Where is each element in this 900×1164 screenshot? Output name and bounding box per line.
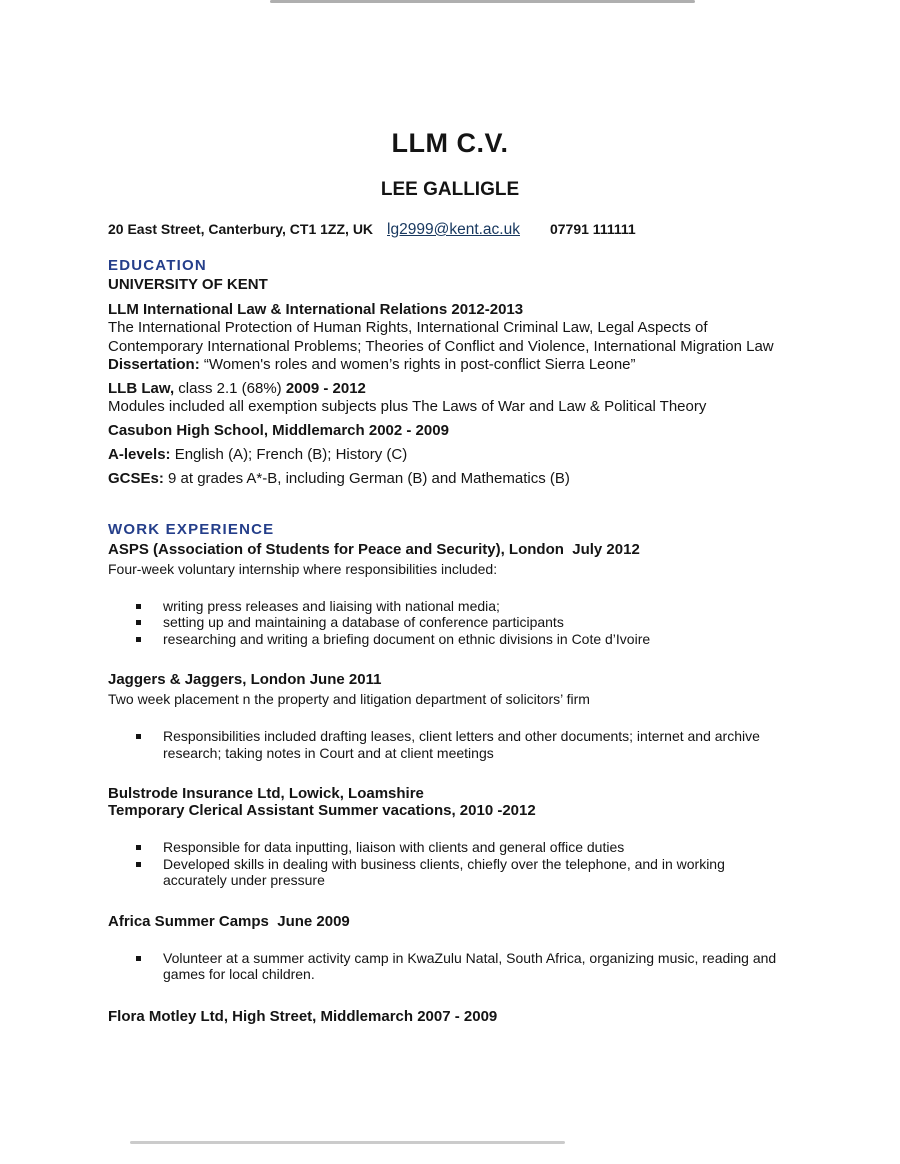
bullet-item bbox=[136, 856, 792, 889]
job-entry-jaggers bbox=[108, 671, 792, 761]
person-name: LEE GALLIGLE bbox=[380, 179, 520, 200]
education-section-heading: EDUCATION bbox=[108, 257, 207, 274]
job-title-line2: Temporary Clerical Assistant Summer vacations, 2010 -2012 bbox=[108, 802, 536, 819]
contact-address: 20 East Street, Canterbury, CT1 1ZZ, UK bbox=[108, 221, 374, 237]
gcses-label: GCSEs: bbox=[108, 470, 164, 487]
bullet-icon bbox=[136, 620, 141, 625]
llb-dates: 2009 - 2012 bbox=[285, 379, 366, 397]
scan-artifact-top bbox=[270, 0, 695, 3]
bullet-item bbox=[136, 728, 792, 761]
bullet-text: researching and writing a briefing document on ethnic divisions in Cote d’Ivoire bbox=[163, 630, 651, 647]
bullet-text: Responsible for data inputting, liaison with clients and general office duties bbox=[163, 839, 625, 855]
dissertation-label: Dissertation: bbox=[108, 356, 200, 373]
contact-phone: 07791 111111 bbox=[549, 221, 636, 237]
job-title: Flora Motley Ltd, High Street, Middlemarch 2007 - 2009 bbox=[108, 1007, 498, 1025]
job-bullet-list bbox=[108, 728, 792, 761]
gcses-line bbox=[108, 470, 792, 489]
bullet-text: Developed skills in dealing with business clients, chiefly over the telephone, and in working accurately under pressure bbox=[163, 855, 725, 888]
llb-modules: Modules included all exemption subjects plus The Laws of War and Law & Political Theory bbox=[108, 398, 707, 415]
job-bullet-list bbox=[108, 839, 792, 889]
job-title: Jaggers & Jaggers, London June 2011 bbox=[108, 671, 382, 688]
job-title: ASPS (Association of Students for Peace and Security), London July 2012 bbox=[108, 540, 640, 558]
job-title: Bulstrode Insurance Ltd, Lowick, Loamshire bbox=[108, 785, 424, 802]
bullet-icon bbox=[136, 637, 141, 642]
job-title: Africa Summer Camps June 2009 bbox=[108, 912, 350, 930]
bullet-text: setting up and maintaining a database of conference participants bbox=[163, 614, 564, 630]
dissertation-text: “Women's roles and women’s rights in post-conflict Sierra Leone” bbox=[199, 356, 636, 373]
bullet-icon bbox=[136, 862, 141, 867]
bullet-icon bbox=[136, 956, 141, 961]
job-entry-africa-camps bbox=[108, 913, 792, 983]
bullet-icon bbox=[136, 845, 141, 850]
document-title: LLM C.V. bbox=[391, 128, 509, 158]
bullet-item bbox=[136, 631, 792, 648]
job-subtitle: Two week placement n the property and litigation department of solicitors’ firm bbox=[108, 691, 590, 707]
university-name: UNIVERSITY OF KENT bbox=[108, 276, 268, 293]
alevels-text: English (A); French (B); History (C) bbox=[170, 445, 408, 463]
bullet-item bbox=[136, 614, 792, 631]
llm-degree-body: The International Protection of Human Rights, International Criminal Law, Legal Aspects of Contemporary International Problems; Theories of Conflict and Violence, International Migration Law bbox=[108, 319, 774, 355]
job-entry-bulstrode bbox=[108, 785, 792, 889]
school-line: Casubon High School, Middlemarch 2002 - 2009 bbox=[108, 421, 449, 439]
job-bullet-list bbox=[108, 598, 792, 648]
job-entry-asps bbox=[108, 541, 792, 648]
gcses-text: 9 at grades A*-B, including German (B) and Mathematics (B) bbox=[163, 470, 570, 487]
bullet-text: Responsibilities included drafting leases, client letters and other documents; internet and archive research; taking notes in Court and at client meetings bbox=[163, 728, 760, 761]
bullet-icon bbox=[136, 734, 141, 739]
alevels-label: A-levels: bbox=[108, 445, 171, 463]
bullet-icon bbox=[136, 604, 141, 609]
email-link[interactable]: lg2999@kent.ac.uk bbox=[387, 221, 520, 238]
work-section-heading: WORK EXPERIENCE bbox=[108, 520, 275, 538]
job-bullet-list bbox=[108, 950, 792, 983]
scan-artifact-bottom bbox=[130, 1141, 565, 1144]
llb-class: class 2.1 (68%) bbox=[174, 379, 286, 397]
dissertation-line bbox=[108, 356, 792, 375]
bullet-text: Volunteer at a summer activity camp in KwaZulu Natal, South Africa, organizing music, reading and games for local children. bbox=[163, 949, 777, 982]
bullet-item bbox=[136, 839, 792, 856]
contact-line bbox=[108, 220, 792, 239]
bullet-item bbox=[136, 598, 792, 615]
llb-line bbox=[108, 380, 792, 399]
llb-degree: LLB Law, bbox=[108, 379, 175, 397]
bullet-text: writing press releases and liaising with national media; bbox=[163, 597, 500, 614]
job-subtitle: Four-week voluntary internship where responsibilities included: bbox=[108, 560, 498, 577]
bullet-item bbox=[136, 950, 792, 983]
job-entry-flora-motley bbox=[108, 1008, 792, 1025]
alevels-line bbox=[108, 446, 792, 465]
llm-degree-title: LLM International Law & International Relations 2012-2013 bbox=[108, 301, 524, 318]
